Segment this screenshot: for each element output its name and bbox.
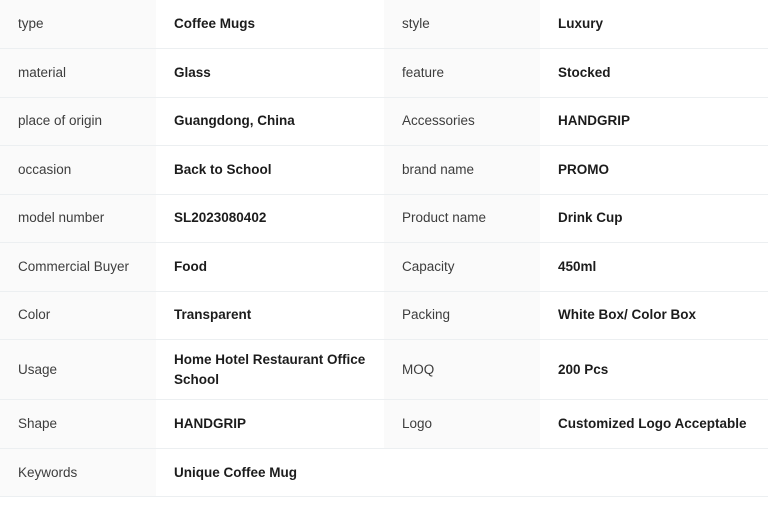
spec-value: Home Hotel Restaurant Office School [156,340,384,400]
spec-key: feature [384,49,540,98]
spec-key: Shape [0,400,156,449]
spec-key: Capacity [384,243,540,292]
spec-value: Drink Cup [540,194,768,243]
spec-value: Customized Logo Acceptable [540,400,768,449]
table-row [0,243,768,292]
spec-key: Commercial Buyer [0,243,156,292]
spec-key: material [0,49,156,98]
table-row [0,49,768,98]
spec-key: Accessories [384,97,540,146]
spec-value: HANDGRIP [540,97,768,146]
spec-value: White Box/ Color Box [540,291,768,340]
spec-key: Color [0,291,156,340]
table-row [0,291,768,340]
spec-key: style [384,0,540,49]
spec-key: Product name [384,194,540,243]
spec-key: Keywords [0,448,156,497]
table-row [0,0,768,49]
spec-value: PROMO [540,146,768,195]
spec-value-empty [540,448,768,497]
spec-value: HANDGRIP [156,400,384,449]
spec-key: Logo [384,400,540,449]
spec-value: 200 Pcs [540,340,768,400]
spec-key: occasion [0,146,156,195]
spec-value: Transparent [156,291,384,340]
spec-value: Guangdong, China [156,97,384,146]
spec-key: type [0,0,156,49]
spec-value: Food [156,243,384,292]
spec-value: Glass [156,49,384,98]
spec-key: model number [0,194,156,243]
table-row [0,97,768,146]
spec-value: SL2023080402 [156,194,384,243]
table-row [0,400,768,449]
spec-value: Coffee Mugs [156,0,384,49]
spec-value: Luxury [540,0,768,49]
table-row [0,194,768,243]
spec-value: Stocked [540,49,768,98]
spec-key: Usage [0,340,156,400]
table-row [0,340,768,400]
spec-value: Back to School [156,146,384,195]
spec-key: brand name [384,146,540,195]
table-row [0,146,768,195]
spec-key: MOQ [384,340,540,400]
spec-key-empty [384,448,540,497]
spec-value: 450ml [540,243,768,292]
table-row [0,448,768,497]
spec-key: Packing [384,291,540,340]
spec-key: place of origin [0,97,156,146]
spec-value: Unique Coffee Mug [156,448,384,497]
